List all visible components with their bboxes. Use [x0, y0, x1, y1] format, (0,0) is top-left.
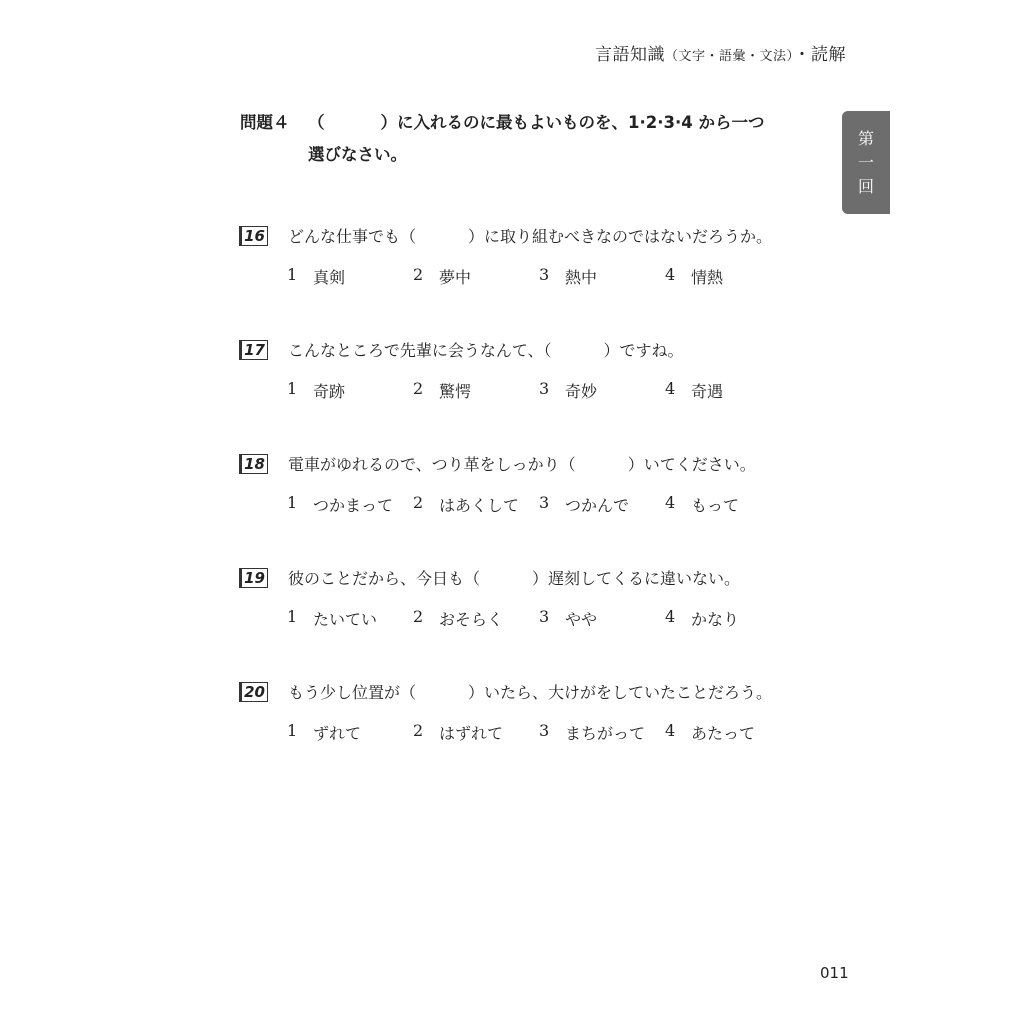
question-number: 20: [239, 682, 268, 702]
question-item: [239, 452, 799, 516]
question-text-after: ）いてください。: [627, 455, 756, 474]
question-text: [288, 338, 684, 361]
option-text: たいてい: [313, 610, 378, 629]
header-title-reading: ・読解: [793, 45, 846, 65]
section-header: [595, 40, 846, 65]
option-text: つかまって: [313, 496, 394, 515]
question-number: 19: [239, 568, 268, 588]
header-title-main: 言語知識: [594, 45, 665, 65]
option-number: 3: [539, 721, 550, 740]
option-number: 2: [413, 379, 424, 398]
instruction-paren-close: ）: [380, 113, 397, 132]
option-number: 4: [665, 607, 676, 626]
option-text: 奇妙: [565, 382, 598, 401]
question-text: [288, 452, 756, 475]
answer-option[interactable]: [539, 607, 665, 630]
question-text-before: 電車がゆれるので、つり革をしっかり（: [288, 455, 576, 474]
option-number: 3: [539, 607, 550, 626]
answer-option[interactable]: [539, 493, 665, 516]
option-text: あたって: [691, 724, 756, 743]
answer-option[interactable]: [413, 607, 539, 630]
option-number: 4: [665, 493, 676, 512]
option-text: おそらく: [439, 610, 504, 629]
option-text: 奇遇: [691, 382, 724, 401]
round-tab-char: 一: [857, 152, 874, 172]
option-text: 熱中: [565, 268, 598, 287]
page-number: 011: [820, 964, 849, 982]
answer-option[interactable]: [665, 721, 791, 744]
question-text-after: ）ですね。: [603, 341, 684, 360]
answer-options: [239, 379, 799, 402]
round-tab-char: 回: [857, 176, 874, 196]
question-line: [239, 338, 799, 361]
question-text-after: ）いたら、大けがをしていたことだろう。: [468, 683, 773, 702]
header-title-sub: （文字・語彙・文法）: [664, 49, 794, 64]
problem-label: 問題４: [240, 113, 290, 132]
answer-options: [239, 607, 799, 630]
instruction-blank: [325, 107, 381, 139]
option-number: 3: [539, 265, 550, 284]
option-number: 2: [413, 265, 424, 284]
question-number: 17: [239, 340, 268, 360]
question-item: [239, 338, 799, 402]
option-text: 夢中: [439, 268, 472, 287]
option-text: 情熱: [691, 268, 724, 287]
question-number: 18: [239, 454, 268, 474]
instruction-line-2: 選びなさい。: [308, 145, 407, 164]
option-text: やや: [565, 610, 598, 629]
answer-option[interactable]: [539, 721, 665, 744]
option-number: 2: [413, 493, 424, 512]
question-text: [288, 680, 772, 703]
question-number: 16: [239, 226, 268, 246]
option-number: 3: [539, 379, 550, 398]
round-tab: [842, 111, 890, 214]
option-number: 1: [287, 493, 298, 512]
answer-option[interactable]: [413, 721, 539, 744]
question-text-after: ）遅刻してくるに違いない。: [532, 569, 741, 588]
answer-option[interactable]: [287, 607, 413, 630]
answer-option[interactable]: [665, 607, 791, 630]
question-item: [239, 224, 799, 288]
question-item: [239, 566, 799, 630]
option-number: 2: [413, 607, 424, 626]
answer-option[interactable]: [413, 379, 539, 402]
question-line: [239, 452, 799, 475]
option-text: かなり: [691, 610, 740, 629]
option-text: もって: [691, 496, 740, 515]
answer-option[interactable]: [665, 493, 791, 516]
option-number: 4: [665, 721, 676, 740]
problem-instruction: [240, 107, 840, 171]
answer-option[interactable]: [539, 379, 665, 402]
round-tab-char: 第: [857, 128, 874, 148]
instruction-paren-open: （: [308, 113, 325, 132]
question-text-before: もう少し位置が（: [288, 683, 417, 702]
answer-options: [239, 721, 799, 744]
option-text: 真剣: [313, 268, 346, 287]
question-text: [288, 224, 772, 247]
option-number: 1: [287, 379, 298, 398]
option-number: 3: [539, 493, 550, 512]
question-line: [239, 224, 799, 247]
option-text: ずれて: [313, 724, 362, 743]
question-line: [239, 680, 799, 703]
instruction-line-1: [240, 107, 840, 139]
option-number: 1: [287, 721, 298, 740]
option-text: 驚愕: [439, 382, 472, 401]
option-number: 1: [287, 265, 298, 284]
option-number: 2: [413, 721, 424, 740]
instruction-text: に入れるのに最もよいものを、1·2·3·4 から一つ: [397, 113, 765, 132]
answer-option[interactable]: [665, 379, 791, 402]
answer-option[interactable]: [287, 265, 413, 288]
question-text-after: ）に取り組むべきなのではないだろうか。: [468, 227, 773, 246]
option-text: つかんで: [565, 496, 630, 515]
answer-option[interactable]: [413, 265, 539, 288]
option-text: はあくして: [439, 496, 520, 515]
option-number: 1: [287, 607, 298, 626]
option-number: 4: [665, 379, 676, 398]
answer-option[interactable]: [665, 265, 791, 288]
question-item: [239, 680, 799, 744]
question-text: [288, 566, 740, 589]
answer-options: [239, 265, 799, 288]
question-text-before: 彼のことだから、今日も（: [288, 569, 481, 588]
answer-option[interactable]: [287, 721, 413, 744]
option-text: 奇跡: [313, 382, 346, 401]
option-text: はずれて: [439, 724, 504, 743]
answer-options: [239, 493, 799, 516]
question-text-before: どんな仕事でも（: [288, 227, 417, 246]
option-text: まちがって: [565, 724, 646, 743]
answer-option[interactable]: [287, 493, 413, 516]
answer-option[interactable]: [287, 379, 413, 402]
question-line: [239, 566, 799, 589]
answer-option[interactable]: [539, 265, 665, 288]
option-number: 4: [665, 265, 676, 284]
question-text-before: こんなところで先輩に会うなんて、（: [288, 341, 552, 360]
answer-option[interactable]: [413, 493, 539, 516]
